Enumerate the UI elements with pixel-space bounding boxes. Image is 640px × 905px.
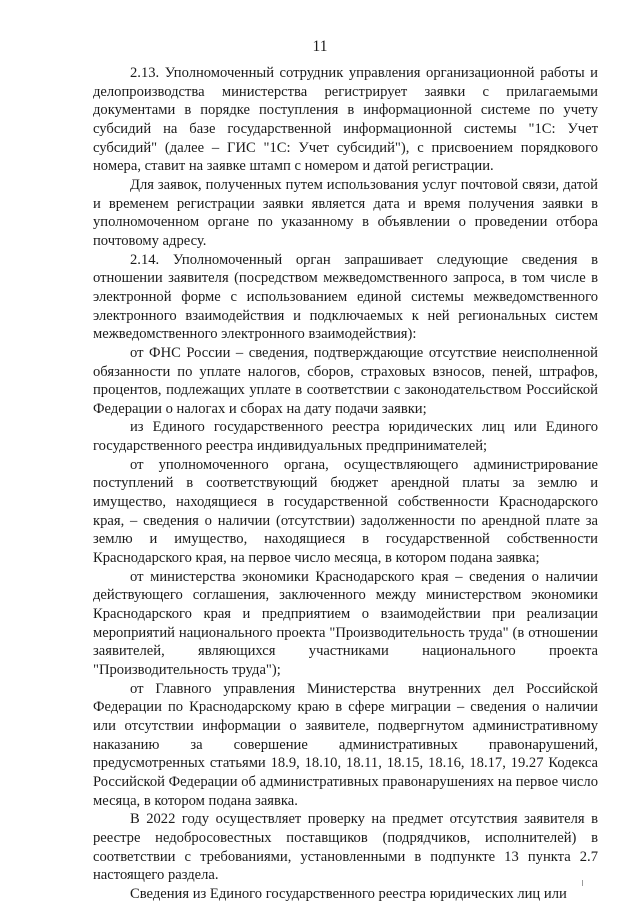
paragraph-mvd-migration: от Главного управления Министерства внутренних дел Российской Федерации по Краснодарскому краю в сфере миграции – сведения о наличии или отсутствии информации о заявителе, подвергнутом административному наказанию за совершение административных правонарушений, предусмотренных статьями 18.9, 18.10, 18.11, 18.15, 18.16, 18.17, 19.27 Кодекса Российской Федерации об административных правонарушениях на первое число месяца, в котором подана заявка. [93,680,598,809]
paragraph-postal-registration: Для заявок, полученных путем использования услуг почтовой связи, датой и временем регистрации заявки является дата и время получения заявки в уполномоченном органе по указанному в объявлении о проведении отбора почтовому адресу. [93,176,598,249]
paragraph-egrul-egrip: из Единого государственного реестра юридических лиц или Единого государственного реестра индивидуальных предпринимателей; [93,419,598,455]
page-number: 11 [312,38,328,55]
paragraph-fns-info: от ФНС России – сведения, подтверждающие отсутствие неисполненной обязанности по уплате налогов, сборов, страховых взносов, пеней, штрафов, процентов, подлежащих уплате в соответствии с законодательством Российской Федерации о налогах и сборах на дату подачи заявки; [93,344,598,417]
paragraph-2022-check: В 2022 году осуществляет проверку на предмет отсутствия заявителя в реестре недобросовестных поставщиков (подрядчиков, исполнителей) в соответствии с требованиями, установленными в подпункте 13 пункта 2.7 настоящего раздела. [93,811,598,884]
paragraph-2-13: 2.13. Уполномоченный сотрудник управления организационной работы и делопроизводства министерства регистрирует заявки с прилагаемыми документами в порядке поступления в информационной системе по учету субсидий на базе государственной информационной системы "1С: Учет субсидий" (далее – ГИС "1С: Учет субсидий"), с присвоением порядкового номера, ставит на заявке штамп с номером и датой регистрации. [93,65,598,175]
document-body [93,64,598,904]
paragraph-economy-ministry: от министерства экономики Краснодарского края – сведения о наличии действующего соглашения, заключенного между министерством экономики Краснодарского края и предприятием о взаимодействии при реализации мероприятий национального проекта "Производительность труда" (в отношении заявителей, являющихся участниками национального проекта "Производительность труда"); [93,568,598,678]
paragraph-2-14: 2.14. Уполномоченный орган запрашивает следующие сведения в отношении заявителя (посредством межведомственного запроса, в том числе в электронной форме с использованием единой системы межведомственного электронного взаимодействия и подключаемых к ней региональных систем межведомственного электронного взаимодействия): [93,251,598,343]
paragraph-rent-arrears: от уполномоченного органа, осуществляющего администрирование поступлений в соответствующий бюджет арендной платы за землю и имущество, находящиеся в государственной собственности Краснодарского края, – сведения о наличии (отсутствии) задолженности по арендной плате за землю и имущество, находящиеся в государственной собственности Краснодарского края, на первое число месяца, в котором подана заявка; [93,456,598,567]
paragraph-egrul-continued: Сведения из Единого государственного реестра юридических лиц или [130,885,567,902]
scan-mark [582,880,583,886]
